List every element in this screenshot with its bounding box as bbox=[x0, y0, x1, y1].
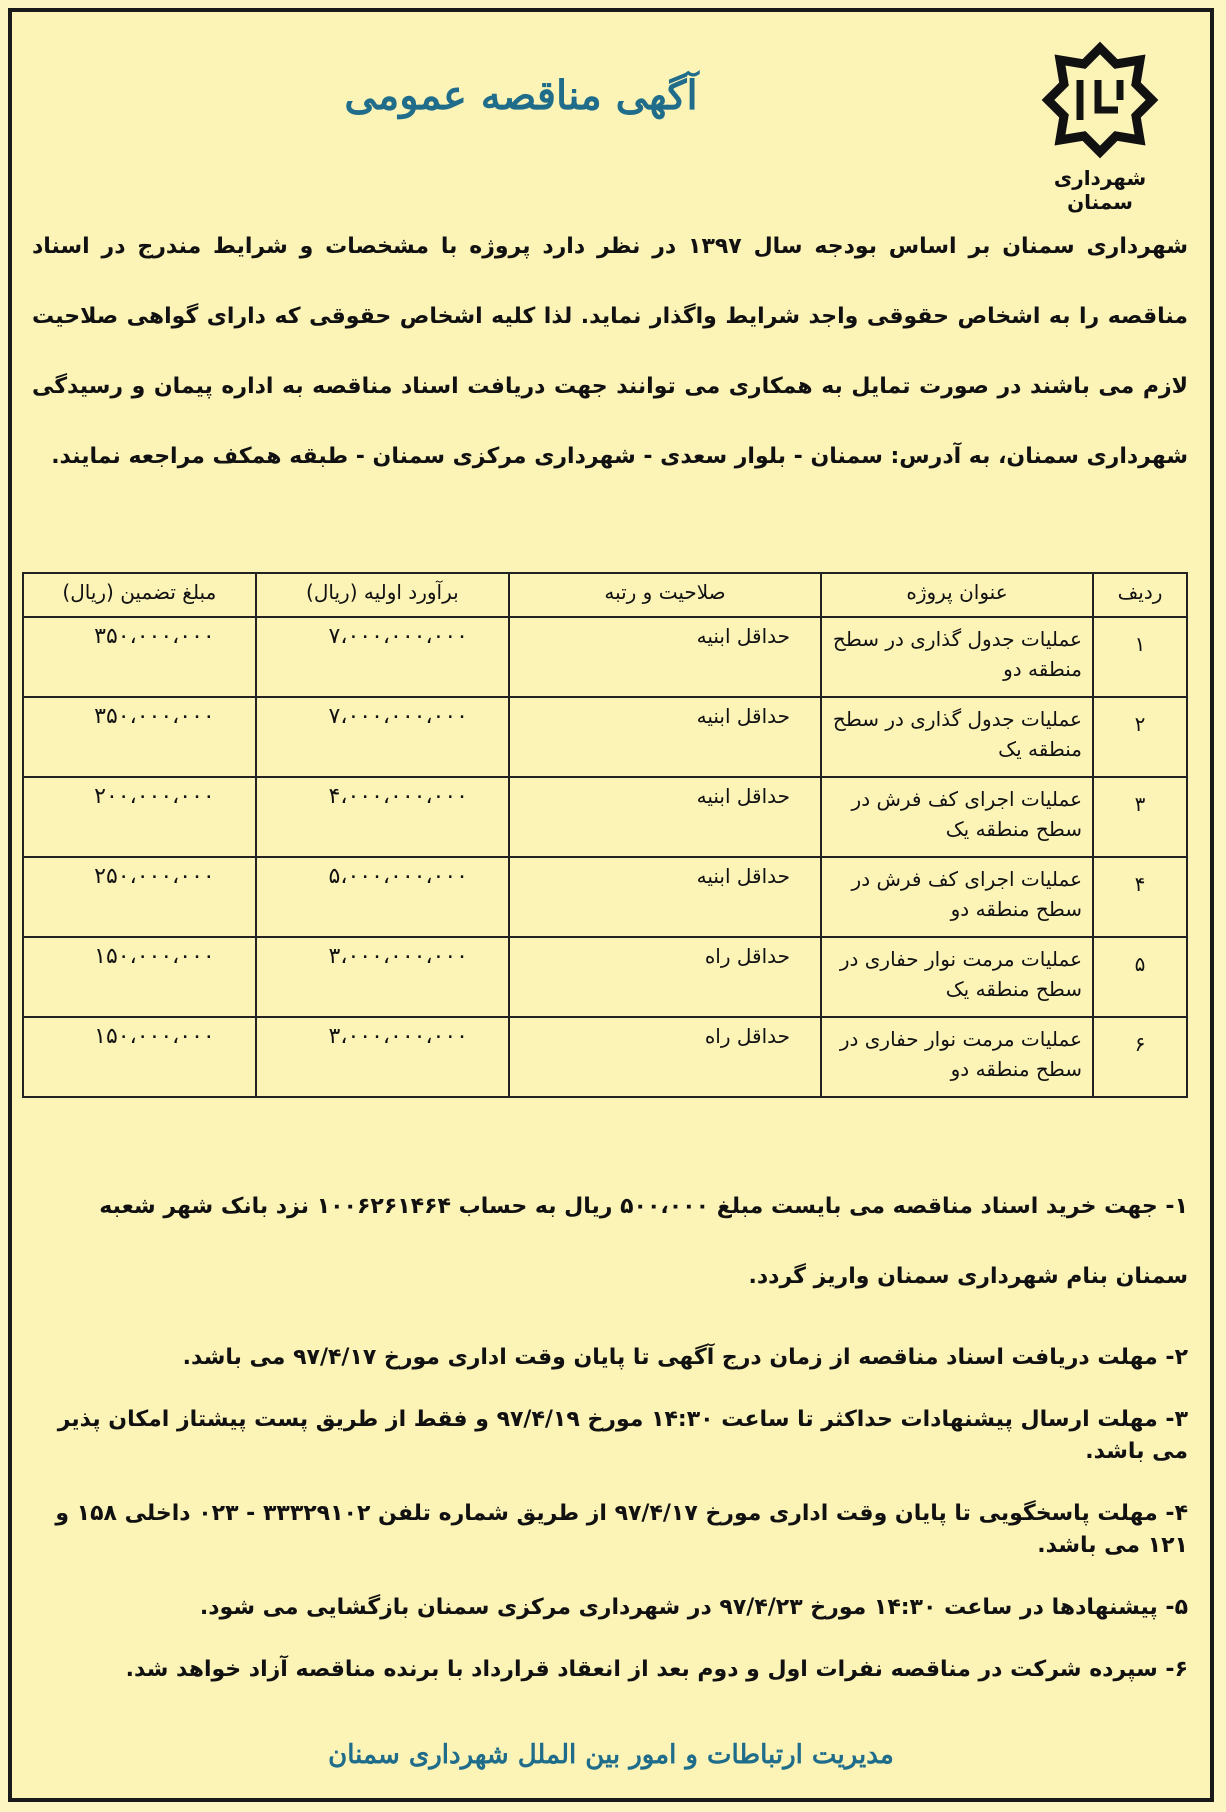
estimate-amount: ۵،۰۰۰،۰۰۰،۰۰۰ bbox=[256, 857, 509, 937]
table-row bbox=[23, 617, 1187, 697]
project-title: عملیات اجرای کف فرش در سطح منطقه دو bbox=[821, 857, 1093, 937]
row-number: ۶ bbox=[1093, 1017, 1187, 1097]
project-title: عملیات جدول گذاری در سطح منطقه یک bbox=[821, 697, 1093, 777]
row-number: ۴ bbox=[1093, 857, 1187, 937]
header-estimate: برآورد اولیه (ریال) bbox=[256, 573, 509, 617]
condition-item: ۴- مهلت پاسخگویی تا پایان وقت اداری مورخ ۹۷/۴/۱۷ از طریق شماره تلفن ۳۳۳۲۹۱۰۲ - ۰۲۳ داخلی ۱۵۸ و ۱۲۱ می باشد. bbox=[55, 1501, 1188, 1558]
estimate-amount: ۷،۰۰۰،۰۰۰،۰۰۰ bbox=[256, 617, 509, 697]
table-row bbox=[23, 697, 1187, 777]
qualification: حداقل ابنیه bbox=[509, 857, 821, 937]
qualification: حداقل راه bbox=[509, 1017, 821, 1097]
header-row-number: ردیف bbox=[1093, 573, 1187, 617]
condition-item: ۳- مهلت ارسال پیشنهادات حداکثر تا ساعت ۱۴:۳۰ مورخ ۹۷/۴/۱۹ و فقط از طریق پست پیشتاز امکان پذیر می باشد. bbox=[57, 1407, 1188, 1464]
table-row bbox=[23, 937, 1187, 1017]
qualification: حداقل ابنیه bbox=[509, 777, 821, 857]
condition-item: ۱- جهت خرید اسناد مناقصه می بایست مبلغ ۵۰۰،۰۰۰ ریال به حساب ۱۰۰۶۲۶۱۴۶۴ نزد بانک شهر شعبه سمنان بنام شهرداری سمنان واریز گردد. bbox=[99, 1194, 1188, 1289]
qualification: حداقل ابنیه bbox=[509, 617, 821, 697]
semnan-emblem-icon bbox=[1040, 40, 1160, 160]
condition-item: ۶- سپرده شرکت در مناقصه نفرات اول و دوم بعد از انعقاد قرارداد با برنده مناقصه آزاد خواهد شد. bbox=[125, 1657, 1188, 1682]
project-title: عملیات اجرای کف فرش در سطح منطقه یک bbox=[821, 777, 1093, 857]
header-project: عنوان پروژه bbox=[821, 573, 1093, 617]
project-title: عملیات جدول گذاری در سطح منطقه دو bbox=[821, 617, 1093, 697]
logo-caption: شهرداری سمنان bbox=[1053, 166, 1147, 214]
footer-signature: مدیریت ارتباطات و امور بین الملل شهرداری سمنان bbox=[328, 1740, 894, 1770]
project-title: عملیات مرمت نوار حفاری در سطح منطقه دو bbox=[821, 1017, 1093, 1097]
table-row bbox=[23, 777, 1187, 857]
row-number: ۲ bbox=[1093, 697, 1187, 777]
estimate-amount: ۴،۰۰۰،۰۰۰،۰۰۰ bbox=[256, 777, 509, 857]
qualification: حداقل ابنیه bbox=[509, 697, 821, 777]
row-number: ۱ bbox=[1093, 617, 1187, 697]
condition-item: ۵- پیشنهادها در ساعت ۱۴:۳۰ مورخ ۹۷/۴/۲۳ در شهرداری مرکزی سمنان بازگشایی می شود. bbox=[199, 1595, 1188, 1620]
estimate-amount: ۳،۰۰۰،۰۰۰،۰۰۰ bbox=[256, 937, 509, 1017]
tender-table bbox=[22, 572, 1188, 1098]
condition-item: ۲- مهلت دریافت اسناد مناقصه از زمان درج آگهی تا پایان وقت اداری مورخ ۹۷/۴/۱۷ می باشد. bbox=[182, 1345, 1188, 1370]
estimate-amount: ۳،۰۰۰،۰۰۰،۰۰۰ bbox=[256, 1017, 509, 1097]
project-title: عملیات مرمت نوار حفاری در سطح منطقه یک bbox=[821, 937, 1093, 1017]
qualification: حداقل راه bbox=[509, 937, 821, 1017]
header-deposit: مبلغ تضمین (ریال) bbox=[23, 573, 256, 617]
intro-paragraph: شهرداری سمنان بر اساس بودجه سال ۱۳۹۷ در نظر دارد پروژه با مشخصات و شرایط مندرج در اسناد مناقصه را به اشخاص حقوقی واجد شرایط واگذار نماید. لذا کلیه اشخاص حقوقی که دارای گواهی صلاحیت لازم می باشند در صورت تمایل به همکاری می توانند جهت دریافت اسناد مناقصه به اداره پیمان و رسیدگی شهرداری سمنان، به آدرس: سمنان - بلوار سعدی - شهرداری مرکزی سمنان - طبقه همکف مراجعه نمایند. bbox=[32, 234, 1188, 469]
tender-notice-page bbox=[8, 8, 1214, 1802]
notice-title: آگهی مناقصه عمومی bbox=[344, 72, 698, 119]
table-header-row bbox=[23, 573, 1187, 617]
municipality-logo bbox=[1030, 40, 1170, 214]
table-row bbox=[23, 857, 1187, 937]
deposit-amount: ۱۵۰،۰۰۰،۰۰۰ bbox=[23, 1017, 256, 1097]
row-number: ۵ bbox=[1093, 937, 1187, 1017]
conditions-list bbox=[32, 1172, 1188, 1686]
deposit-amount: ۱۵۰،۰۰۰،۰۰۰ bbox=[23, 937, 256, 1017]
deposit-amount: ۳۵۰،۰۰۰،۰۰۰ bbox=[23, 697, 256, 777]
row-number: ۳ bbox=[1093, 777, 1187, 857]
estimate-amount: ۷،۰۰۰،۰۰۰،۰۰۰ bbox=[256, 697, 509, 777]
header-qualification: صلاحیت و رتبه bbox=[509, 573, 821, 617]
deposit-amount: ۲۵۰،۰۰۰،۰۰۰ bbox=[23, 857, 256, 937]
deposit-amount: ۳۵۰،۰۰۰،۰۰۰ bbox=[23, 617, 256, 697]
table-row bbox=[23, 1017, 1187, 1097]
deposit-amount: ۲۰۰،۰۰۰،۰۰۰ bbox=[23, 777, 256, 857]
